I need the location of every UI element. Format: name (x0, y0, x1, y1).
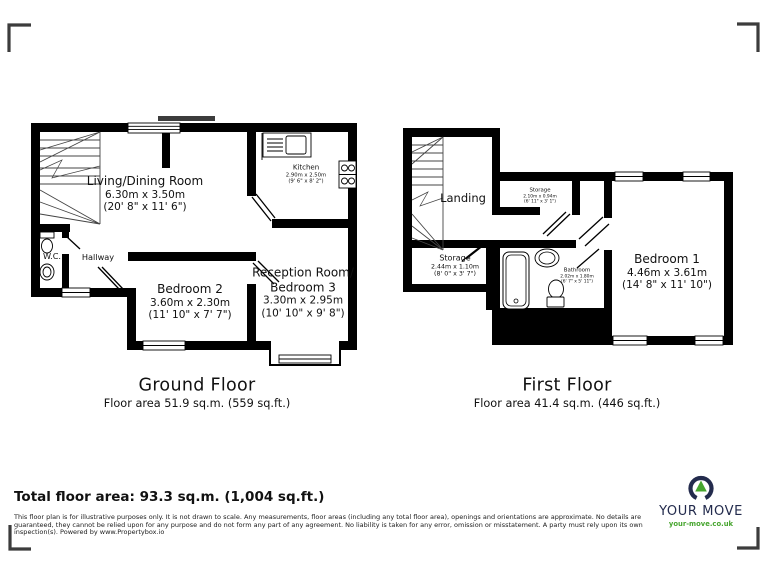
room-label-bedroom2: Bedroom 2 3.60m x 2.30m (11' 10" x 7' 7") (148, 281, 232, 322)
first-floor-area: Floor area 41.4 sq.m. (446 sq.ft.) (473, 397, 661, 411)
chimney-mark (158, 116, 215, 121)
room-label-bedroom1: Bedroom 1 4.46m x 3.61m (14' 8" x 11' 10") (622, 251, 712, 292)
room-label-storage-left: Storage 2.44m x 1.10m (8' 0" x 3' 7") (430, 253, 480, 278)
your-move-url: your-move.co.uk (668, 520, 734, 528)
bay-window (270, 341, 340, 365)
kitchen-sink-icon (262, 133, 311, 160)
corner-bracket-bottom-right (737, 527, 758, 548)
your-move-brand: YOUR MOVE (659, 504, 743, 519)
disclaimer (14, 514, 714, 537)
ground-floor-plan (31, 116, 357, 365)
room-label-wc: W.C. (42, 251, 62, 261)
ground-floor-area: Floor area 51.9 sq.m. (559 sq.ft.) (103, 397, 291, 411)
room-label-living: Living/Dining Room 6.30m x 3.50m (20' 8" x 11' 6") (86, 173, 204, 214)
disclaimer-line-2: guaranteed, they cannot be relied upon for any purpose and do not form any part of any agreement. No liability is taken for any error, omission or misstatement. A party must rely upon its own (14, 520, 643, 529)
first-floor-title: First Floor (522, 375, 612, 396)
disclaimer-line-1: This floor plan is for illustrative purposes only. It is not drawn to scale. Any measurements, floor areas (including any total floor area), openings and orientations are approximate. No details are (14, 513, 642, 521)
room-label-landing: Landing (440, 190, 486, 205)
bathroom-sink-icon (535, 249, 559, 267)
bathtub-icon (503, 252, 529, 309)
your-move-logo-icon (690, 478, 711, 498)
basin-icon (40, 264, 54, 280)
logo-triangle-icon (695, 481, 707, 492)
corner-bracket-top-left (9, 25, 31, 52)
room-label-kitchen: Kitchen 2.90m x 2.50m (9' 6" x 8' 2") (285, 163, 327, 185)
hob-icon (339, 161, 356, 188)
toilet-icon (40, 232, 54, 253)
total-floor-area: Total floor area: 93.3 sq.m. (1,004 sq.ft.) (14, 489, 325, 505)
ground-floor-title: Ground Floor (138, 375, 256, 396)
first-floor-plan (403, 128, 733, 345)
disclaimer-line-3: inspection(s). Powered by www.Propertybox.io (14, 528, 165, 537)
corner-bracket-top-right (737, 24, 758, 52)
room-label-storage-top: Storage 2.10m x 0.94m (6' 11" x 3' 1") (523, 187, 557, 205)
room-label-reception: Reception Room/ Bedroom 3 3.30m x 2.95m (10' 10" x 9' 8") (252, 265, 354, 320)
room-label-bathroom: Bathroom 2.02m x 1.80m (6' 7" x 5' 11") (560, 267, 594, 285)
room-label-hallway: Hallway (81, 252, 115, 262)
